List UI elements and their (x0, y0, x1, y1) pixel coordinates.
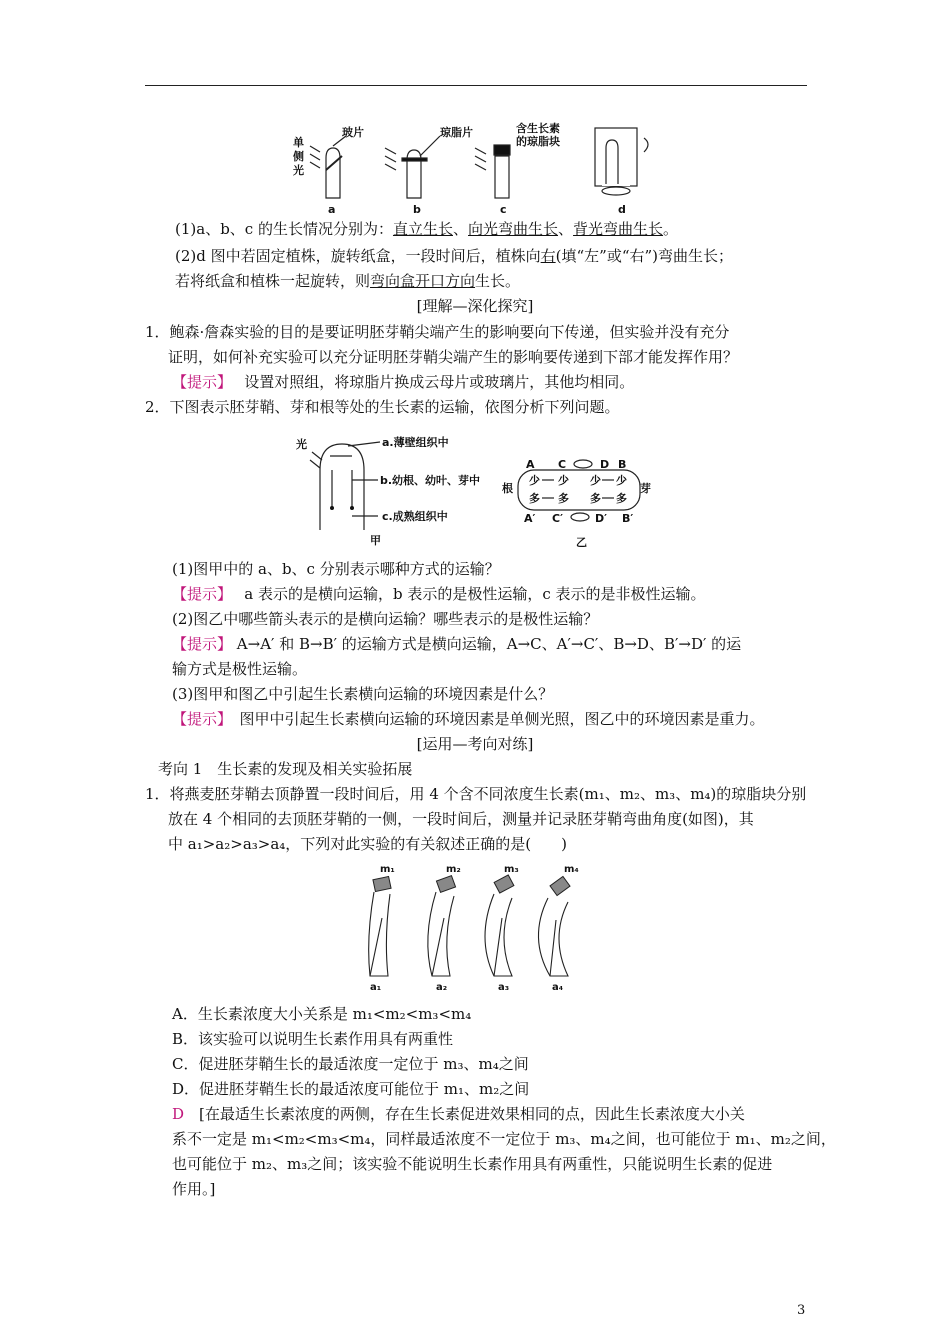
sub2-hint-line2: 输方式是极性运输。 (172, 660, 308, 678)
svg-text:的琼脂块: 的琼脂块 (516, 135, 560, 148)
auxin-transport-figure (290, 430, 670, 552)
auxin-agar-label: 含生长素 (516, 122, 560, 135)
header-rule (145, 85, 807, 86)
svg-text:芽: 芽 (640, 482, 651, 495)
svg-text:侧: 侧 (293, 150, 304, 163)
panel-a: a (328, 203, 336, 216)
svg-text:根: 根 (502, 482, 513, 495)
ex1-line2: 放在 4 个相同的去顶胚芽鞘的一侧，一段时间后，测量并记录胚芽鞘弯曲角度(如图)，其 (168, 810, 754, 828)
section-title-understand: [理解—深化探究] (416, 297, 534, 315)
question-2-line2: 若将纸盒和植株一起旋转，则弯向盒开口方向生长。 (175, 272, 521, 290)
svg-text:m₃: m₃ (504, 864, 519, 875)
svg-text:D′: D′ (595, 512, 608, 525)
svg-text:乙: 乙 (576, 536, 587, 549)
option-d[interactable]: D．促进胚芽鞘生长的最适浓度可能位于 m₁、m₂之间 (172, 1080, 530, 1098)
svg-text:a₂: a₂ (436, 982, 448, 993)
p1-line1: 1．鲍森·詹森实验的目的是要证明胚芽鞘尖端产生的影响要向下传递，但实验并没有充分 (145, 323, 730, 341)
svg-text:D: D (600, 458, 610, 471)
svg-text:多: 多 (558, 492, 569, 505)
question-2-line1: (2)d 图中若固定植株，旋转纸盒，一段时间后，植株向右(填“左”或“右”)弯曲生长； (175, 247, 734, 265)
option-a[interactable]: A．生长素浓度大小关系是 m₁<m₂<m₃<m₄ (172, 1005, 472, 1023)
svg-text:B′: B′ (622, 512, 634, 525)
sub3-hint: 【提示】 图甲中引起生长素横向运输的环境因素是单侧光照，图乙中的环境因素是重力。 (172, 710, 765, 728)
svg-text:少: 少 (590, 474, 601, 487)
svg-text:光: 光 (296, 438, 307, 451)
svg-text:C: C (558, 458, 567, 471)
svg-text:光: 光 (293, 164, 304, 177)
p1-hint: 【提示】 设置对照组，将琼脂片换成云母片或玻璃片，其他均相同。 (172, 373, 635, 391)
answer-line1: D [在最适生长素浓度的两侧，存在生长素促进效果相同的点，因此生长素浓度大小关 (172, 1105, 745, 1123)
svg-text:B: B (618, 458, 627, 471)
option-c[interactable]: C．促进胚芽鞘生长的最适浓度一定位于 m₃、m₄之间 (172, 1055, 529, 1073)
svg-text:c.成熟组织中: c.成熟组织中 (382, 510, 448, 523)
answer-bend-away-light: 背光弯曲生长 (573, 220, 664, 238)
svg-text:少: 少 (529, 474, 540, 487)
answer-straight-growth: 直立生长 (392, 220, 453, 238)
panel-b: b (413, 203, 421, 216)
panel-d: d (618, 203, 626, 216)
svg-text:m₂: m₂ (446, 864, 461, 875)
sub2-hint-line1: 【提示】 A→A′ 和 B→B′ 的运输方式是横向运输，A→C、A′→C′、B→D、B′→D′ 的运 (172, 635, 742, 653)
svg-text:a₁: a₁ (370, 982, 382, 993)
svg-text:少: 少 (558, 474, 569, 487)
single-light-label: 单 (293, 136, 304, 149)
svg-text:多: 多 (616, 492, 627, 505)
svg-text:a₃: a₃ (498, 982, 510, 993)
phototropism-experiment-figure (290, 118, 670, 218)
answer-letter: D (172, 1105, 185, 1123)
ex1-line1: 1．将燕麦胚芽鞘去顶静置一段时间后，用 4 个含不同浓度生长素(m₁、m₂、m₃、m₄)的琼脂块分别 (145, 785, 807, 803)
answer-line4: 作用。] (172, 1180, 216, 1198)
page-number: 3 (797, 1303, 806, 1318)
section-title-practice: [运用—考向对练] (416, 735, 534, 753)
svg-text:多: 多 (590, 492, 601, 505)
svg-text:A′: A′ (524, 512, 536, 525)
ex1-line3: 中 a₁>a₂>a₃>a₄，下列对此实验的有关叙述正确的是( ) (168, 835, 568, 853)
answer-bend-toward-light: 向光弯曲生长 (468, 220, 559, 238)
svg-text:甲: 甲 (370, 534, 381, 547)
svg-text:C′: C′ (552, 512, 563, 525)
sub2-question: (2)图乙中哪些箭头表示的是横向运输？哪些表示的是极性运输？ (172, 610, 599, 628)
answer-line2: 系不一定是 m₁<m₂<m₃<m₄，同样最适浓度不一定位于 m₃、m₄之间，也可能位于 m₁、m₂之间， (172, 1130, 836, 1148)
svg-text:a₄: a₄ (552, 982, 564, 993)
glass-label: 玻片 (342, 126, 364, 139)
svg-text:A: A (526, 458, 535, 471)
coleoptile-bending-figure (352, 858, 592, 998)
option-b[interactable]: B．该实验可以说明生长素作用具有两重性 (172, 1030, 454, 1048)
question-1-line: (1)a、b、c 的生长情况分别为：直立生长、向光弯曲生长、背光弯曲生长。 (175, 220, 679, 238)
sub1-hint: 【提示】 a 表示的是横向运输，b 表示的是极性运输，c 表示的是非极性运输。 (172, 585, 706, 603)
sub3-question: (3)图甲和图乙中引起生长素横向运输的环境因素是什么？ (172, 685, 554, 703)
answer-line3: 也可能位于 m₂、m₃之间；该实验不能说明生长素作用具有两重性，只能说明生长素的促进 (172, 1155, 773, 1173)
svg-text:a.薄壁组织中: a.薄壁组织中 (382, 436, 449, 449)
svg-text:m₄: m₄ (564, 864, 579, 875)
kaoxiang-title: 考向 1 生长素的发现及相关实验拓展 (158, 760, 413, 778)
svg-text:b.幼根、幼叶、芽中: b.幼根、幼叶、芽中 (380, 474, 481, 487)
sub1-question: (1)图甲中的 a、b、c 分别表示哪种方式的运输？ (172, 560, 500, 578)
svg-text:m₁: m₁ (380, 864, 395, 875)
agar-label: 琼脂片 (440, 126, 473, 139)
svg-text:少: 少 (616, 474, 627, 487)
p1-line2: 证明，如何补充实验可以充分证明胚芽鞘尖端产生的影响要传递到下部才能发挥作用？ (168, 348, 739, 366)
panel-c: c (500, 203, 507, 216)
svg-text:多: 多 (529, 492, 540, 505)
p2-line1: 2．下图表示胚芽鞘、芽和根等处的生长素的运输，依图分析下列问题。 (145, 398, 620, 416)
